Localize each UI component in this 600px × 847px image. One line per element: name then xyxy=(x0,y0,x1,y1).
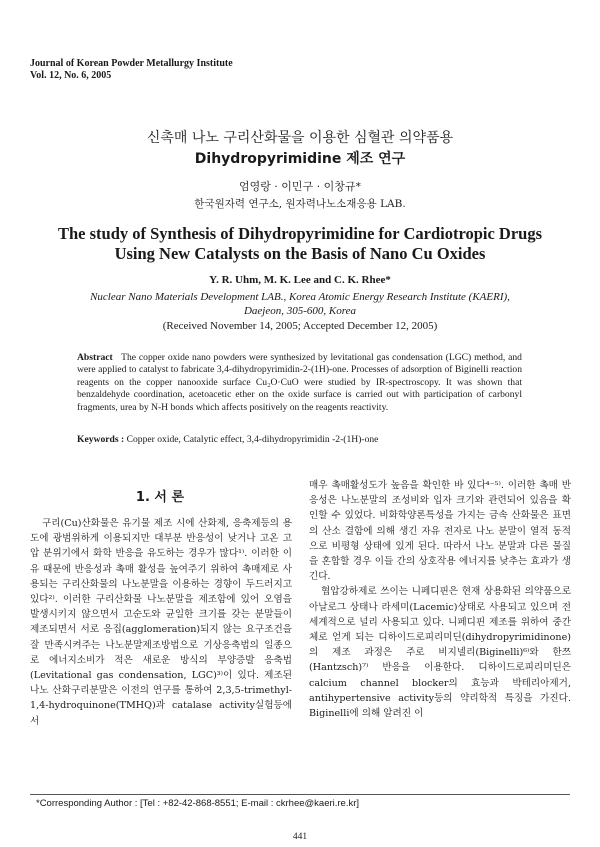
journal-name: Journal of Korean Powder Metallurgy Institute xyxy=(30,58,233,69)
keywords xyxy=(77,434,537,445)
corresponding-author-footnote: *Corresponding Author : [Tel : +82-42-868-8551; E-mail : ckrhee@kaeri.re.kr] xyxy=(36,798,360,809)
korean-affiliation: 한국원자력 연구소, 원자력나노소재응용 LAB. xyxy=(194,198,406,210)
korean-title xyxy=(0,128,600,170)
english-title xyxy=(0,224,600,264)
section-heading: 1. 서 론 xyxy=(135,490,185,505)
right-paragraph-1: 매우 촉매활성도가 높음을 확인한 바 있다⁴⁻⁵⁾. 이러한 촉매 반응성은 나노분말의 조성비와 입자 크기와 관련되어 있음을 확인할 수 있었다. 비화학양론특성을 가지는 금속 산화물은 표면의 산소 결함에 의해 생긴 자유 전자로 나노 분말이 열적 동적으로 비평형 상태에 있게 된다. 따라서 나노 분말과 다른 물질을 혼합할 경우 이들 간의 상호작용 에너지를 낮추는 효과가 생긴다. xyxy=(309,480,571,583)
english-authors: Y. R. Uhm, M. K. Lee and C. K. Rhee* xyxy=(209,274,391,286)
keywords-text: Copper oxide, Catalytic effect, 3,4-dihydropyrimidin -2-(1H)-one xyxy=(126,434,379,445)
journal-header xyxy=(30,58,233,82)
left-column xyxy=(30,516,292,729)
footnote-divider xyxy=(30,794,570,795)
page-number: 441 xyxy=(292,832,308,842)
abstract-label: Abstract xyxy=(77,352,113,363)
abstract-text: The copper oxide nano powders were synthesized by levitational gas condensation (LGC) method, and were applied to catalyst to fabricate 3,4-dihydropyrimidin-2-(1H)-one. Processes of adsorption of Biginelli reaction reagents on the copper nanooxide surface Cu₂O·CuO were studied by IR-spectroscopy. It was shown that benzaldehyde coordination, acetoacetic ether on the oxide surface is carried out with participation of carbonyl fragments, urea by N-H bonds which affects positively on the reagents reactivity. xyxy=(77,352,522,413)
right-paragraph-2: 협압강하제로 쓰이는 니페디핀은 현재 상용화된 의약품으로 아날로그 상태나 라세미(Lacemic)상태로 사용되고 있으며 전 세계적으로 널리 사용되고 있다. 니페디핀 제조를 위하여 중간체로 얻게 되는 디하이드로피리미딘(dihydropyrimidinone)의 제조 과정은 주로 비지넬리(Biginelli)⁶⁾와 한쯔(Hantzsch)⁷⁾ 반응을 이용한다. 디하이드로피리미딘은 calcium channel blocker의 효능과 박테리아제거, antihypertensive activity등의 약리학적 특징을 가진다. Biginelli에 의해 알려진 이 xyxy=(309,586,571,720)
korean-authors: 엄영랑 · 이민구 · 이창규* xyxy=(238,180,362,193)
korean-title-line1: 신촉매 나노 구리산화물을 이용한 심혈관 의약품용 xyxy=(146,130,454,146)
keywords-label: Keywords : xyxy=(77,434,125,445)
left-paragraph-1: 구리(Cu)산화물은 유기물 제조 시에 산화제, 응축제등의 용도에 광범위하게 이용되지만 대부분 반응성이 낮거나 고온 고압 분위기에서 화학 반응을 유도하는 경우가 많다¹⁾. 이러한 이유 때문에 반응성과 촉매 활성을 높여주기 위하여 촉매제로 사용되는 구리산화물의 나노분말을 이용하는 경향이 두드러지고 있다²⁾. 이러한 구리산화물 나노분말을 제조함에 있어 오염을 발생시키지 않으면서 고순도와 균일한 크기를 갖는 분말들이 제조되면서 서로 응집(agglomeration)되지 않는 요구조건을 잘 만족시켜주는 나노분말제조방법으로 기상응축법의 일종으로 에너지소비가 적은 새로운 방식의 부양증발 응축법(Levitational gas condensation, LGC)³⁾이 있다. 제조된 나노 산화구리분말은 이전의 연구를 통하여 2,3,5-trimethyl-1,4-hydroquinone(TMHQ)과 catalase activity실험등에서 xyxy=(30,518,292,727)
english-affiliation xyxy=(0,290,600,318)
english-title-line2: Using New Catalysts on the Basis of Nano Cu Oxides xyxy=(114,244,486,263)
affiliation-line2: Daejeon, 305-600, Korea xyxy=(243,305,357,317)
korean-title-line2: Dihydropyrimidine 제조 연구 xyxy=(194,151,406,167)
english-title-line1: The study of Synthesis of Dihydropyrimidine for Cardiotropic Drugs xyxy=(57,224,543,243)
journal-volume: Vol. 12, No. 6, 2005 xyxy=(30,70,112,81)
abstract xyxy=(77,352,522,414)
affiliation-line1: Nuclear Nano Materials Development LAB., Korea Atomic Energy Research Institute (KAERI), xyxy=(90,291,510,303)
right-column xyxy=(309,478,571,721)
received-dates: (Received November 14, 2005; Accepted December 12, 2005) xyxy=(162,320,438,332)
